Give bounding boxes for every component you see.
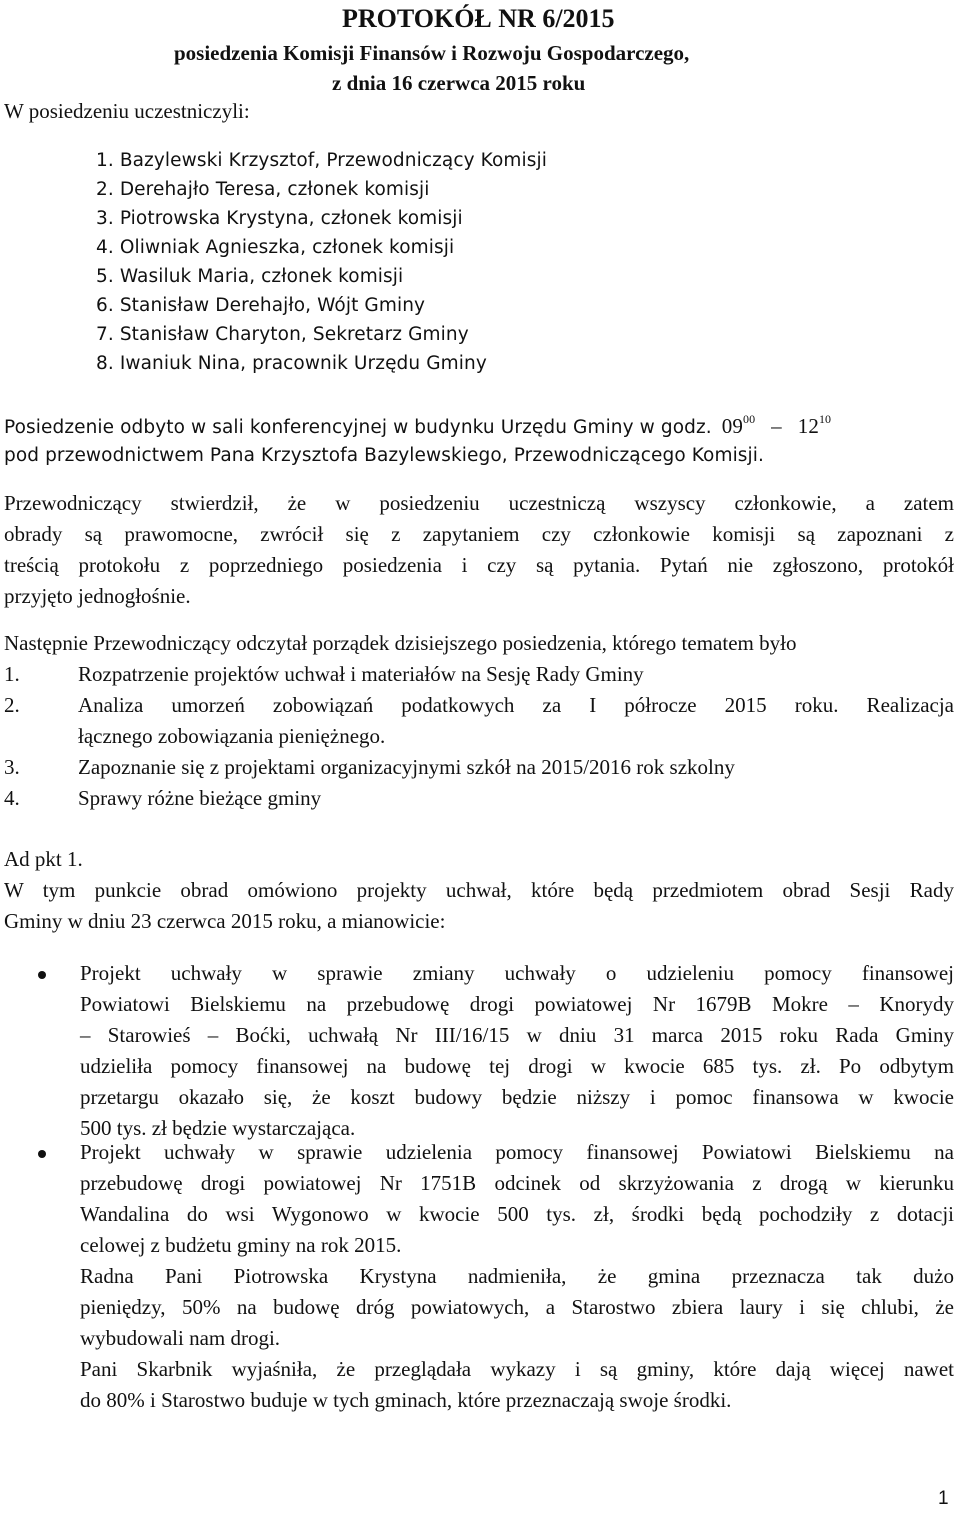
bullet-line: Pani Skarbnik wyjaśniła, że przeglądała wykazy i są gminy, które dają więcej nawet [80,1357,954,1381]
time-dash: – [771,414,782,438]
bullet-line: udzieliła pomocy finansowej na budowę tej drogi w kwocie 685 tys. zł. Po odbytym [80,1054,954,1078]
page-number: 1 [938,1488,949,1509]
bullet-line: Wandalina do wsi Wygonowo w kwocie 500 tys. zł, środki będą pochodziły z dotacji [80,1202,954,1226]
agenda-item-number: 1. [4,662,20,686]
participant-item: 4. Oliwniak Agnieszka, członek komisji [96,237,455,258]
participant-item: 7. Stanisław Charyton, Sekretarz Gminy [96,324,469,345]
agenda-item-number: 3. [4,755,20,779]
bullet-line: Projekt uchwały w sprawie udzielenia pomocy finansowej Powiatowi Bielskiemu na [80,1140,954,1164]
bullet-line: Projekt uchwały w sprawie zmiany uchwały o udzieleniu pomocy finansowej [80,961,954,985]
document-title: PROTOKÓŁ NR 6/2015 [342,4,615,33]
time-end-minutes: 10 [818,412,832,426]
bullet-line: Radna Pani Piotrowska Krystyna nadmieniła, że gmina przeznacza tak dużo [80,1264,954,1288]
bullet-line: pieniędzy, 50% na budowę dróg powiatowych, a Starostwo zbiera laury i się chlubi, że [80,1295,954,1319]
meeting-time-end [798,414,831,438]
agenda-item-number: 4. [4,786,20,810]
opening-paragraph-line: Przewodniczący stwierdził, że w posiedzeniu uczestniczą wszyscy członkowie, a zatem [4,491,954,515]
section-intro-line: Gminy w dniu 23 czerwca 2015 roku, a mianowicie: [4,909,446,933]
section-heading: Ad pkt 1. [4,847,83,871]
time-start-minutes: 00 [742,412,756,426]
meeting-chair-line: pod przewodnictwem Pana Krzysztofa Bazylewskiego, Przewodniczącego Komisji. [4,445,765,466]
agenda-item: Rozpatrzenie projektów uchwał i materiałów na Sesję Rady Gminy [78,662,644,686]
bullet-icon [38,971,46,979]
bullet-line: do 80% i Starostwo buduje w tych gminach, które przeznaczają swoje środki. [80,1388,732,1412]
opening-paragraph-line: obrady są prawomocne, zwrócił się z zapytaniem czy członkowie komisji są zapoznani z [4,522,954,546]
document-subtitle: posiedzenia Komisji Finansów i Rozwoju Gospodarczego, [174,41,690,65]
participant-item: 2. Derehajło Teresa, członek komisji [96,179,430,200]
agenda-item: Analiza umorzeń zobowiązań podatkowych za I półrocze 2015 roku. Realizacja [78,693,954,717]
opening-paragraph-line: przyjęto jednogłośnie. [4,584,191,608]
bullet-line: przebudowę drogi powiatowej Nr 1751B odcinek od skrzyżowania z drogą w kierunku [80,1171,954,1195]
agenda-item: Sprawy różne bieżące gminy [78,786,322,810]
bullet-line: wybudowali nam drogi. [80,1326,281,1350]
meeting-info-line [4,414,831,439]
participant-item: 6. Stanisław Derehajło, Wójt Gminy [96,295,426,316]
bullet-line: – Starowieś – Boćki, uchwałą Nr III/16/15 w dniu 31 marca 2015 roku Rada Gminy [80,1023,954,1047]
agenda-item-number: 2. [4,693,20,717]
participant-item: 1. Bazylewski Krzysztof, Przewodniczący Komisji [96,150,547,171]
section-intro-line: W tym punkcie obrad omówiono projekty uchwał, które będą przedmiotem obrad Sesji Rady [4,878,954,902]
participant-item: 5. Wasiluk Maria, członek komisji [96,266,404,287]
bullet-line: celowej z budżetu gminy na rok 2015. [80,1233,402,1257]
document-date: z dnia 16 czerwca 2015 roku [332,71,586,95]
bullet-line: przetargu okazało się, że koszt budowy będzie niższy i pomoc finansowa w kwocie [80,1085,954,1109]
bullet-line: 500 tys. zł będzie wystarczająca. [80,1116,356,1140]
participant-item: 3. Piotrowska Krystyna, członek komisji [96,208,463,229]
time-end-hour: 12 [797,414,819,438]
opening-paragraph-line: treścią protokołu z poprzedniego posiedzenia i czy są pytania. Pytań nie zgłoszono, protokół [4,553,954,577]
meeting-time-start [722,414,755,438]
agenda-intro: Następnie Przewodniczący odczytał porządek dzisiejszego posiedzenia, którego tematem było [4,631,797,655]
attendance-intro: W posiedzeniu uczestniczyli: [4,99,250,123]
bullet-icon [38,1150,46,1158]
agenda-item: Zapoznanie się z projektami organizacyjnymi szkół na 2015/2016 rok szkolny [78,755,735,779]
bullet-line: Powiatowi Bielskiemu na przebudowę drogi powiatowej Nr 1679B Mokre – Knorydy [80,992,954,1016]
agenda-item-continuation: łącznego zobowiązania pieniężnego. [78,724,386,748]
time-start-hour: 09 [721,414,743,438]
participant-item: 8. Iwaniuk Nina, pracownik Urzędu Gminy [96,353,487,374]
meeting-info-text: Posiedzenie odbyto w sali konferencyjnej w budynku Urzędu Gminy w godz. [4,417,712,438]
